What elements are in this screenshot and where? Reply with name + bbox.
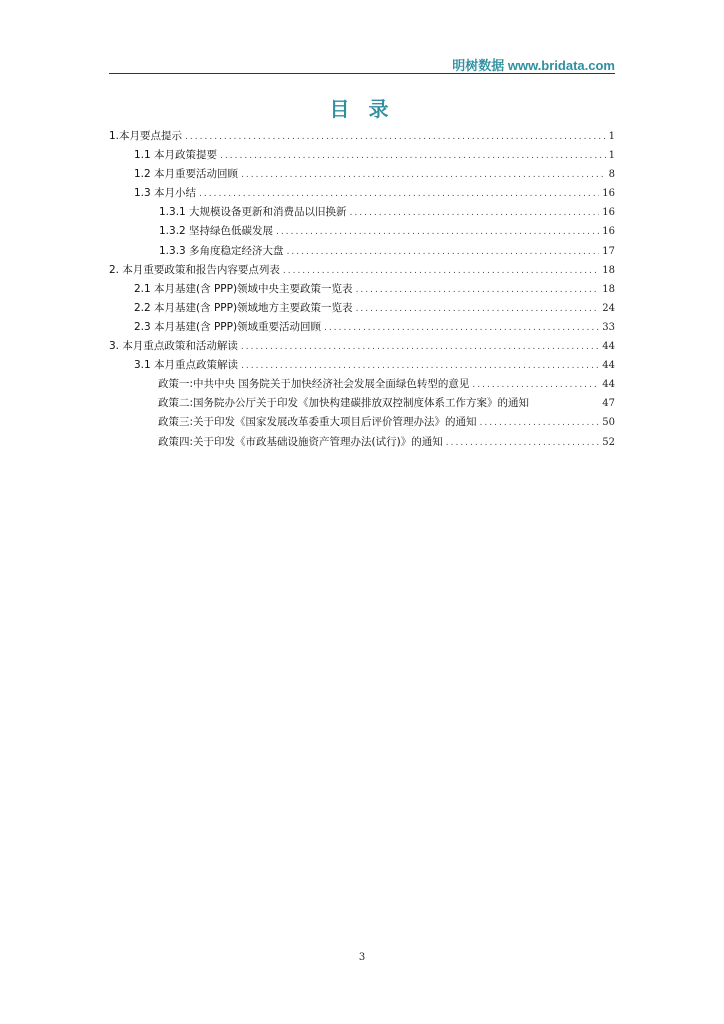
toc-entry[interactable] [109,318,615,337]
toc-entry-label: 2. 本月重要政策和报告内容要点列表 [109,263,280,276]
toc-entry[interactable] [109,413,615,432]
toc-entry[interactable] [109,394,615,413]
toc-entry-page: 17 [602,245,615,257]
toc-entry-label: 政策一:中共中央 国务院关于加快经济社会发展全面绿色转型的意见 [158,378,470,391]
toc-entry[interactable] [109,203,615,222]
toc-title: 目 录 [329,97,395,121]
toc-entry-label: 3.1 本月重点政策解读 [134,359,239,372]
toc-entry-label: 1.3 本月小结 [134,187,197,200]
toc-entry-label: 1.2 本月重要活动回顾 [134,168,239,181]
toc-leader-dots [356,281,600,300]
toc-entry-label: 1.3.2 坚持绿色低碳发展 [159,225,274,238]
toc-leader-dots [324,319,599,338]
toc-entry-page: 8 [608,169,615,181]
toc-entry[interactable] [109,375,615,394]
toc-leader-dots [350,204,600,223]
toc-entry[interactable] [109,337,615,356]
toc-leader-dots [356,300,600,319]
toc-entry[interactable] [109,146,615,165]
toc-leader-dots [276,223,599,242]
toc-leader-dots [283,262,599,281]
toc-entry[interactable] [109,280,615,299]
toc-entry-page: 47 [602,398,615,410]
toc-entry[interactable] [109,222,615,241]
toc-entry-page: 33 [602,321,615,333]
toc-entry-page: 18 [602,264,615,276]
toc-entry[interactable] [109,299,615,318]
toc-entry-label: 1.1 本月政策提要 [134,149,218,162]
toc-entry-label: 政策三:关于印发《国家发展改革委重大项目后评价管理办法》的通知 [158,416,477,429]
toc-entry-page: 1 [608,150,615,162]
toc-entry-page: 16 [602,188,615,200]
toc-entry-page: 52 [602,436,615,448]
toc-entry[interactable] [109,356,615,375]
toc-entry-label: 政策四:关于印发《市政基础设施资产管理办法(试行)》的通知 [158,435,443,448]
toc-entry-label: 政策二:国务院办公厅关于印发《加快构建碳排放双控制度体系工作方案》的通知 [158,397,530,410]
toc-entry[interactable] [109,261,615,280]
toc-entry-page: 16 [602,207,615,219]
toc-leader-dots [480,414,600,433]
table-of-contents [109,127,615,452]
toc-leader-dots [185,128,606,147]
toc-entry-label: 2.3 本月基建(含 PPP)领域重要活动回顾 [134,320,322,333]
toc-entry[interactable] [109,184,615,203]
toc-entry[interactable] [109,433,615,452]
toc-leader-dots [220,147,606,166]
toc-entry-label: 3. 本月重点政策和活动解读 [109,340,238,353]
toc-leader-dots [472,376,599,395]
toc-entry-page: 50 [602,417,615,429]
toc-entry-page: 44 [602,341,615,353]
toc-entry[interactable] [109,127,615,146]
toc-entry-page: 18 [602,283,615,295]
toc-entry-page: 1 [608,131,615,142]
toc-leader-dots [446,434,600,453]
header-brand: 明树数据 www.bridata.com [452,58,615,73]
toc-leader-dots [241,357,599,376]
toc-entry-label: 1.本月要点提示 [109,130,183,142]
toc-entry-page: 24 [602,302,615,314]
toc-entry-label: 2.1 本月基建(含 PPP)领域中央主要政策一览表 [134,282,353,295]
toc-entry[interactable] [109,242,615,261]
toc-leader-dots [241,166,606,185]
toc-entry-page: 44 [602,379,615,391]
toc-leader-dots [287,243,600,262]
header-divider [109,73,615,74]
toc-leader-dots [241,338,599,357]
toc-entry-page: 16 [602,226,615,238]
toc-leader-dots [199,185,599,204]
page-number: 3 [358,952,366,963]
toc-entry-page: 44 [602,360,615,372]
toc-entry-label: 1.3.1 大规模设备更新和消费品以旧换新 [159,206,347,219]
toc-entry-label: 1.3.3 多角度稳定经济大盘 [159,244,284,257]
toc-entry[interactable] [109,165,615,184]
toc-entry-label: 2.2 本月基建(含 PPP)领域地方主要政策一览表 [134,301,353,314]
